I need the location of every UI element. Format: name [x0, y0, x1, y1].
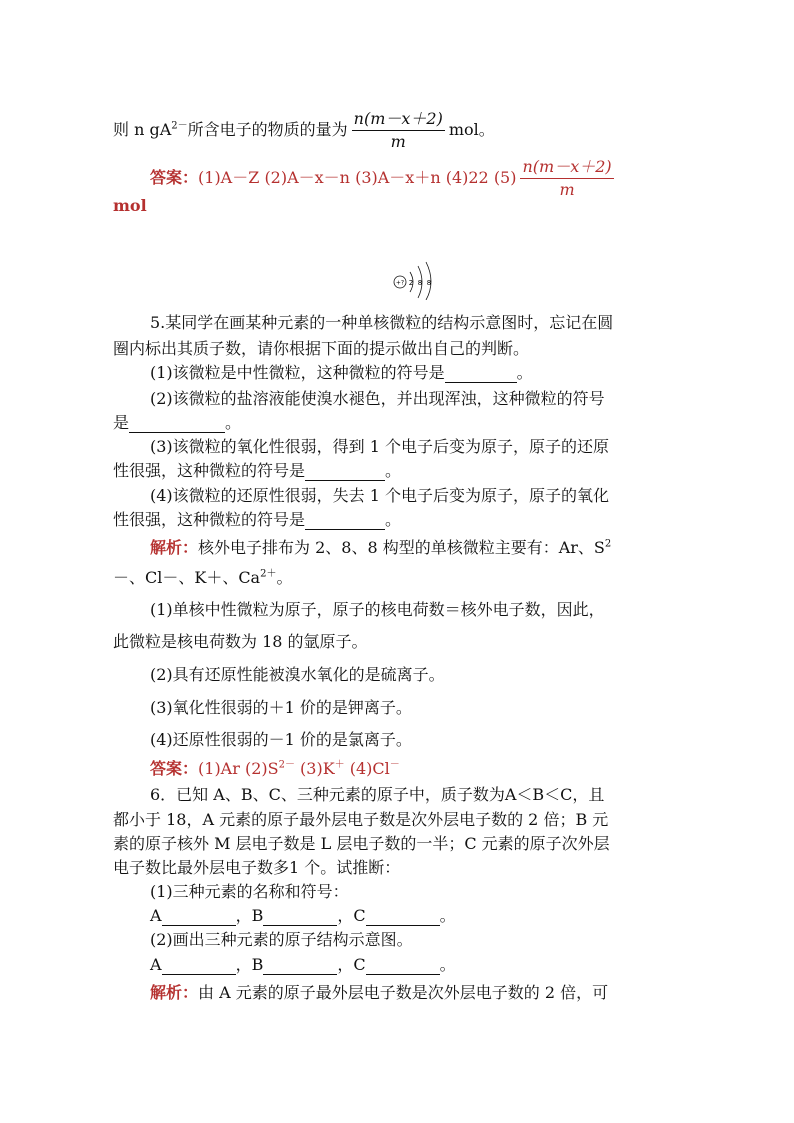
q5-part3-line-1: (3)该微粒的氧化性很弱，得到 1 个电子后变为原子，原子的还原	[150, 437, 610, 456]
q6-row1-b-blank[interactable]	[263, 909, 337, 926]
q5-answer-sup-3: ＋	[334, 759, 345, 771]
q6-row1-end: 。	[439, 906, 456, 925]
prev-answer-tail: mol	[113, 196, 147, 215]
prev-line1-post: mol。	[448, 120, 495, 139]
q5-analysis-sup-2: 2＋	[260, 568, 277, 580]
q5-part2-line-1: (2)该微粒的盐溶液能使溴水褪色，并出现浑浊，这种微粒的符号	[150, 389, 605, 408]
q6-row1-b-label: ，B	[235, 906, 264, 925]
q6-row2-a-label: A	[150, 955, 162, 974]
q6-row1-a-label: A	[150, 906, 162, 925]
q5-stem-line-1: 5.某同学在画某种元素的一种单核微粒的结构示意图时，忘记在圆	[150, 313, 614, 332]
prev-answer-frac-num: n(m－x＋2)	[520, 158, 613, 179]
prev-line1-sup: 2－	[171, 120, 188, 132]
q5-answer-item-3: (3)K	[294, 759, 335, 778]
q5-analysis-item-3: (3)氧化性很弱的＋1 价的是钾离子。	[150, 698, 412, 717]
q5-part3-blank[interactable]	[305, 464, 385, 481]
q6-stem-line-3: 素的原子核外 M 层电子数是 L 层电子数的一半；C 元素的原子次外层	[113, 834, 610, 853]
q6-analysis-line	[150, 983, 608, 1003]
q5-analysis-line-2	[113, 568, 293, 588]
shell-count-2: 8	[417, 279, 423, 287]
prev-line-1	[113, 110, 495, 151]
nucleus-label: +?	[395, 279, 405, 287]
q5-answer-sup-2: 2－	[278, 759, 295, 771]
q5-answer-sup-4: －	[389, 759, 400, 771]
q6-stem-line-4: 电子数比最外层电子数多1 个。试推断：	[113, 858, 401, 877]
q6-part-1: (1)三种元素的名称和符号：	[150, 882, 349, 901]
q5-part1-end: 。	[516, 363, 533, 382]
q5-analysis-item-1b: 此微粒是核电荷数为 18 的氩原子。	[113, 632, 368, 651]
prev-line1-mid: 所含电子的物质的量为	[187, 120, 348, 139]
q5-part4-blank[interactable]	[305, 513, 385, 530]
q5-analysis-item-4: (4)还原性很弱的－1 价的是氯离子。	[150, 730, 412, 749]
q5-part4-line-2	[113, 510, 401, 530]
q5-part4-text: 性很强，这种微粒的符号是	[113, 510, 306, 529]
q5-analysis-sup-1: 2	[604, 538, 612, 550]
q6-row1-c-blank[interactable]	[366, 909, 440, 926]
q5-stem-line-2: 圈内标出其质子数，请你根据下面的提示做出自己的判断。	[113, 339, 530, 358]
prev-answer-fraction	[520, 158, 613, 199]
q5-part2-line-2	[113, 413, 241, 433]
q5-answer-item-1: (1)Ar (2)S	[198, 759, 279, 778]
q6-row-2	[150, 955, 456, 975]
shell-count-3: 8	[426, 279, 432, 287]
q5-answer-label: 答案：	[150, 759, 199, 778]
q6-row2-b-label: ，B	[235, 955, 264, 974]
q6-part-2: (2)画出三种元素的原子结构示意图。	[150, 930, 413, 949]
q6-row2-b-blank[interactable]	[263, 958, 337, 975]
q6-row2-c-label: ，C	[337, 955, 366, 974]
q5-analysis-text-2: －、Cl－、K＋、Ca	[113, 568, 261, 587]
q5-part3-line-2	[113, 461, 401, 481]
q6-row1-c-label: ，C	[337, 906, 366, 925]
q5-part1-text: (1)该微粒是中性微粒，这种微粒的符号是	[150, 363, 445, 382]
q6-analysis-text: 由 A 元素的原子最外层电子数是次外层电子数的 2 倍，可	[198, 983, 609, 1002]
prev-line1-pre: 则 n gA	[113, 120, 172, 139]
q5-analysis-label: 解析：	[150, 538, 199, 557]
prev-answer-label: 答案：	[150, 168, 199, 187]
q5-part2-end: 。	[225, 413, 242, 432]
q6-row-1	[150, 906, 456, 926]
q5-part1-blank[interactable]	[445, 366, 517, 383]
q5-analysis-item-2: (2)具有还原性能被溴水氧化的是硫离子。	[150, 665, 445, 684]
q5-answer-item-4: (4)Cl	[344, 759, 390, 778]
q5-part2-prefix: 是	[113, 413, 130, 432]
atom-structure-diagram	[392, 258, 442, 300]
q5-part2-blank[interactable]	[129, 416, 225, 433]
q6-stem-line-1: 6．已知 A、B、C、三种元素的原子中，质子数为A＜B＜C，且	[150, 785, 605, 804]
q6-analysis-label: 解析：	[150, 983, 199, 1002]
q5-part4-line-1: (4)该微粒的还原性很弱，失去 1 个电子后变为原子，原子的氧化	[150, 486, 610, 505]
q5-part-1	[150, 363, 533, 383]
prev-answer-line	[150, 158, 618, 199]
q6-row1-a-blank[interactable]	[162, 909, 236, 926]
prev-fraction	[352, 110, 445, 151]
q5-part3-text: 性很强，这种微粒的符号是	[113, 461, 306, 480]
prev-answer-frac-den: m	[559, 180, 575, 199]
q5-part3-end: 。	[385, 461, 402, 480]
prev-answer-items: (1)A－Z (2)A－x－n (3)A－x＋n (4)22 (5)	[198, 168, 517, 187]
q5-analysis-end: 。	[276, 568, 293, 587]
q5-answer-line	[150, 759, 400, 779]
shell-count-1: 2	[408, 279, 414, 287]
q6-row2-c-blank[interactable]	[366, 958, 440, 975]
prev-frac-den: m	[390, 132, 406, 151]
q5-analysis-item-1a: (1)单核中性微粒为原子，原子的核电荷数＝核外电子数，因此，	[150, 600, 605, 619]
q5-analysis-line-1	[150, 538, 611, 558]
q6-stem-line-2: 都小于 18，A 元素的原子最外层电子数是次外层电子数的 2 倍；B 元	[113, 810, 609, 829]
prev-frac-num: n(m－x＋2)	[352, 110, 445, 131]
q5-analysis-text-1: 核外电子排布为 2、8、8 构型的单核微粒主要有：Ar、S	[198, 538, 605, 557]
q6-row2-end: 。	[439, 955, 456, 974]
q5-part4-end: 。	[385, 510, 402, 529]
q6-row2-a-blank[interactable]	[162, 958, 236, 975]
